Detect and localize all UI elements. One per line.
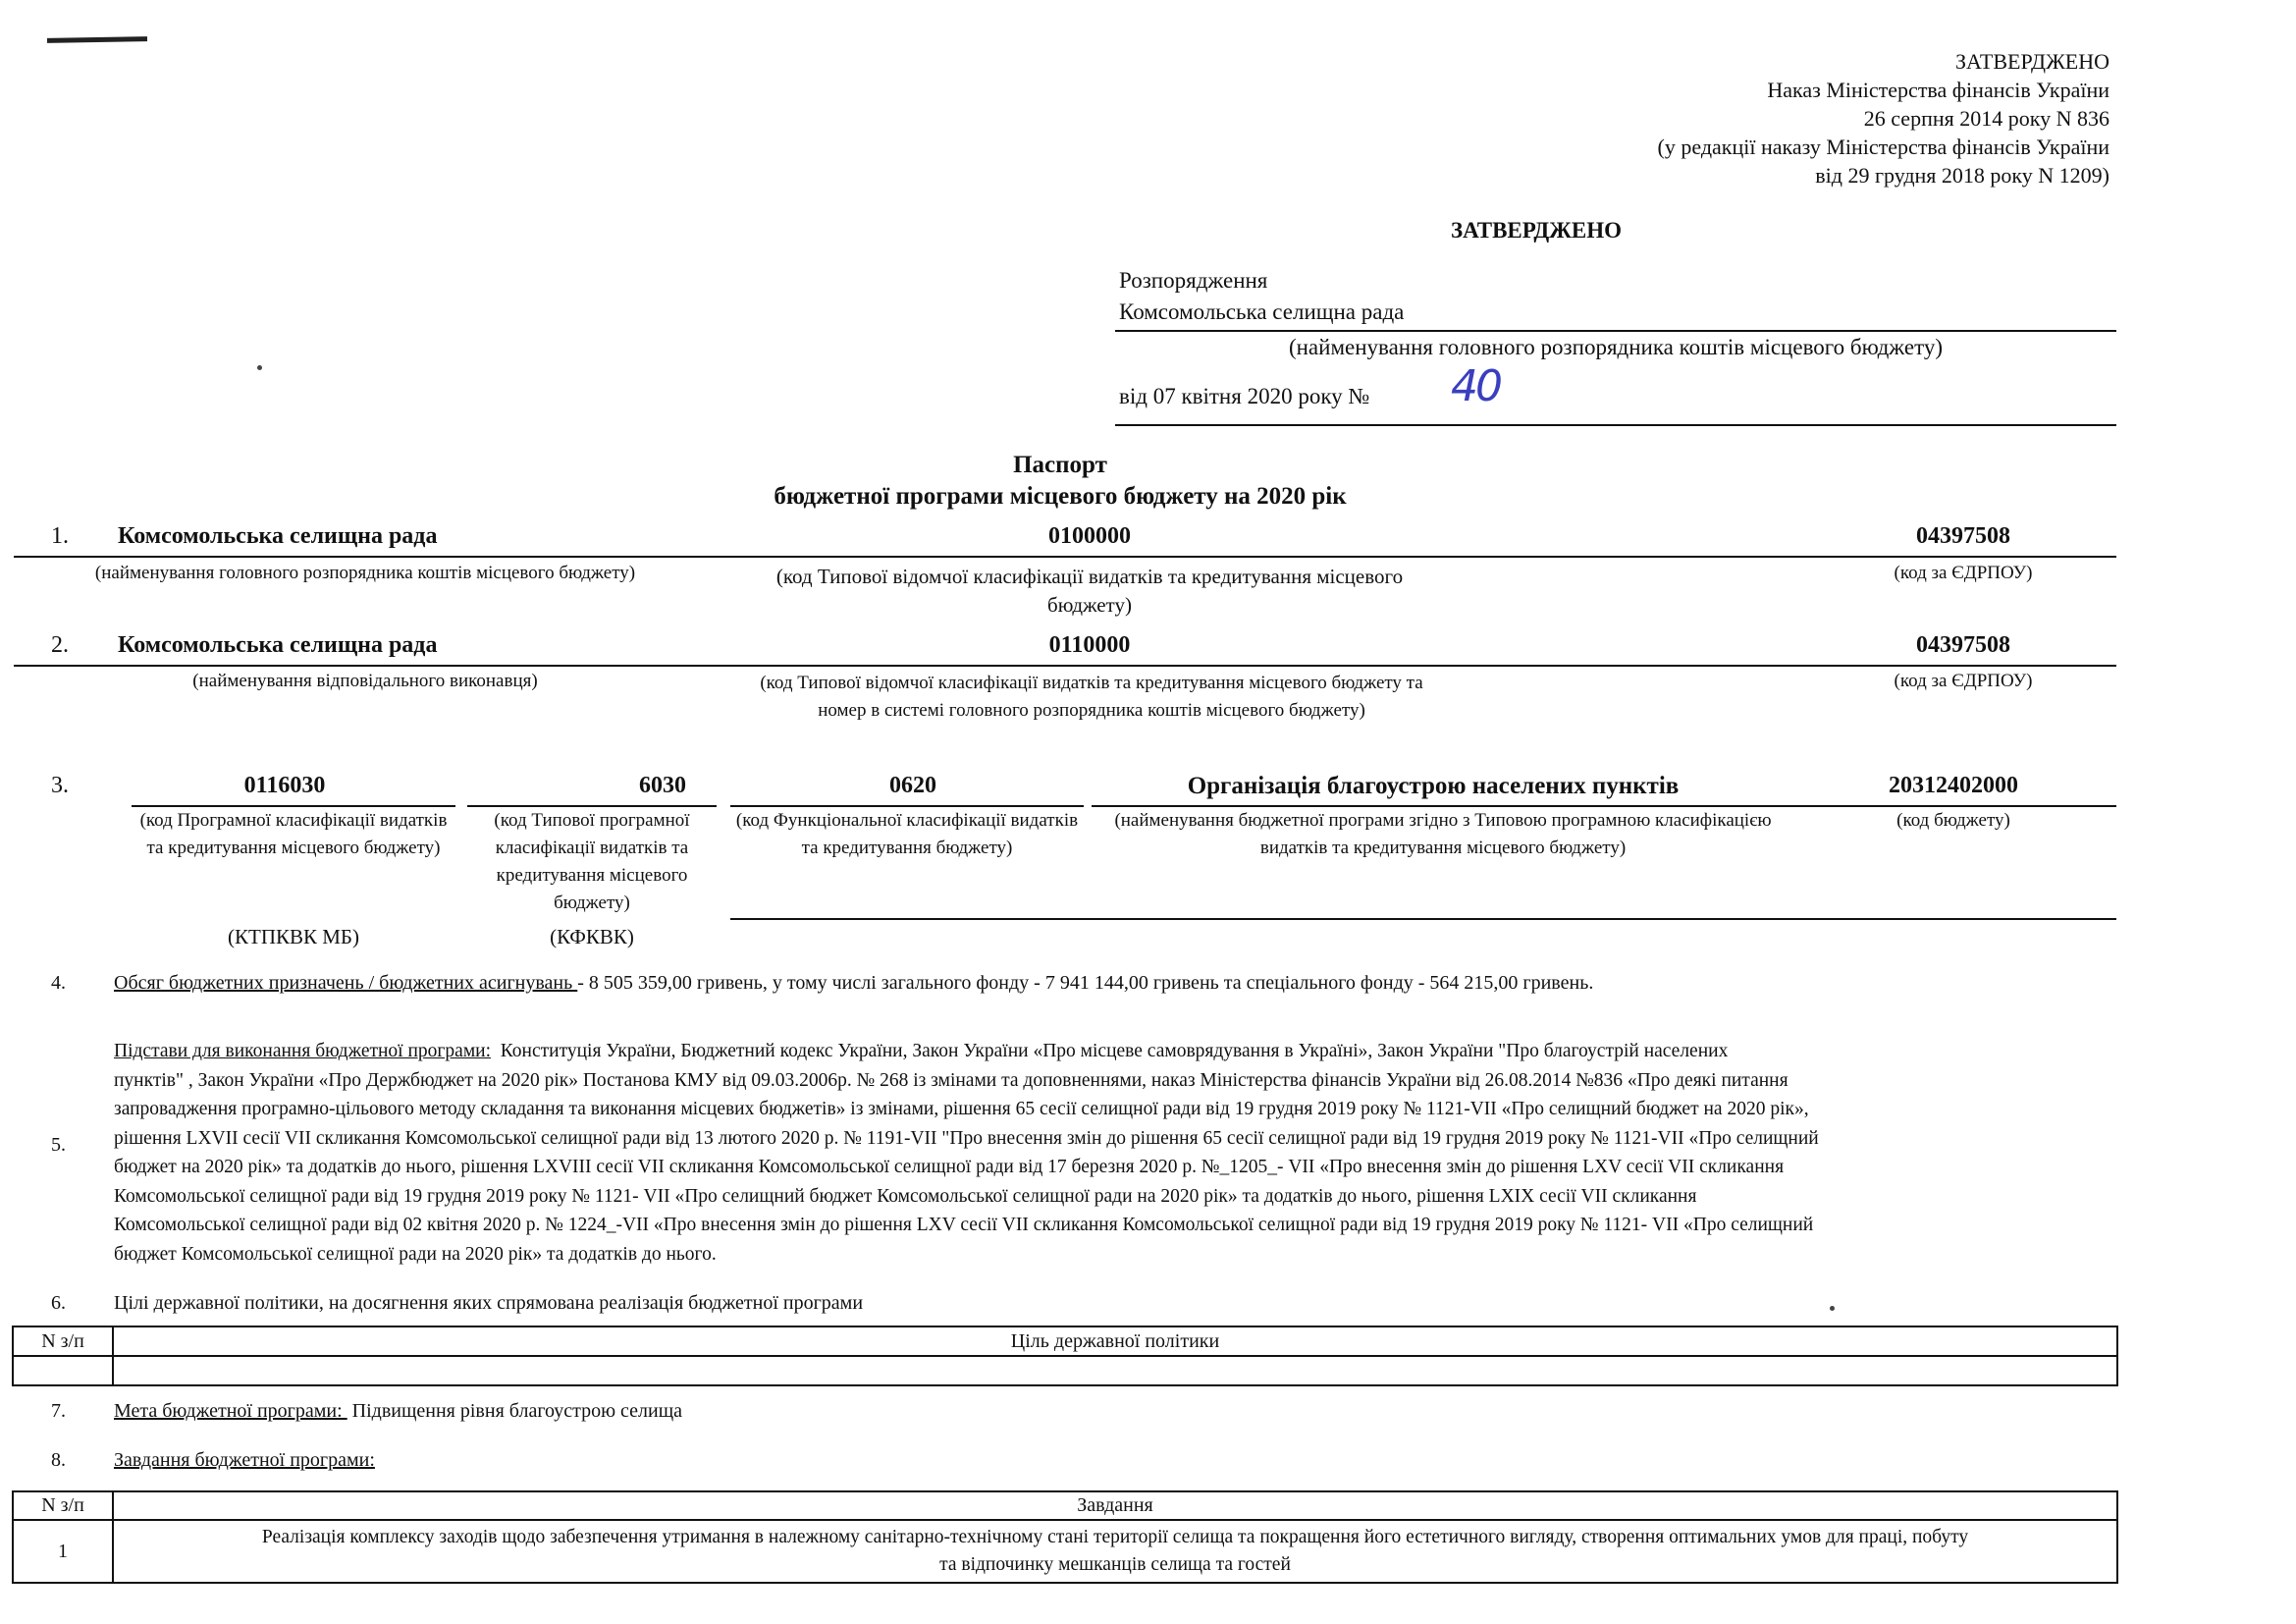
item3-program-caption: (найменування бюджетної програми згідно з Типовою програмною класифікацією видатків та кредитування місцевого бюджету) [1114, 810, 1772, 858]
passport-title: Паспорт [1013, 452, 1107, 478]
item1-name-caption: (найменування головного розпорядника коштів місцевого бюджету) [94, 563, 636, 583]
tasks-col-task: Завдання [113, 1491, 2117, 1520]
item5-number: 5. [51, 1134, 66, 1156]
approved-org-caption: (найменування головного розпорядника коштів місцевого бюджету) [1288, 335, 1944, 359]
item4-line [114, 972, 1593, 995]
item5-line-5: бюджет на 2020 рік» та додатків до нього, рішення LXVIII сесії VII скликання Комсомольської селищної ради від 17 березня 2020 р. №_1205_- VII «Про внесення змін до рішення LXV сесії VII скликання [114, 1157, 1785, 1177]
item3-rule-lower [730, 918, 2116, 920]
item2-rule [14, 665, 2116, 667]
scan-mark [47, 36, 147, 43]
tasks-row [13, 1520, 2117, 1583]
item3-budget-caption: (код бюджету) [1896, 810, 2010, 831]
item1-code-caption: (код Типової відомчої класифікації видатків та кредитування місцевого бюджету) [775, 565, 1404, 617]
item5-line-1: Підстави для виконання бюджетної програми: Конституція України, Бюджетний кодекс України, Закон України «Про місцеве самоврядування в Україні», Закон України "Про благоустрій населених [114, 1041, 1729, 1061]
item1-name: Комсомольська селищна рада [118, 523, 438, 549]
item6-text: Цілі державної політики, на досягнення яких спрямована реалізація бюджетної програми [114, 1292, 864, 1314]
approval-line-4: від 29 грудня 2018 року N 1209) [1815, 163, 2109, 188]
item2-number: 2. [51, 632, 69, 658]
approved-title: ЗАТВЕРДЖЕНО [1451, 218, 1623, 243]
tasks-table [12, 1490, 2118, 1584]
item6-number: 6. [51, 1292, 66, 1314]
policy-goals-col-num: N з/п [13, 1326, 113, 1356]
item5-line-2: пунктів" , Закон України «Про Держбюджет на 2020 рік» Постанова КМУ від 09.03.2006р. № 268 із змінами та доповненнями, наказ Міністерства фінансів України від 26.08.2014 №836 «Про деякі питання [114, 1069, 1789, 1091]
item2-code: 0110000 [1048, 632, 1131, 658]
tasks-header-row [13, 1491, 2117, 1520]
handwritten-number: 40 [1451, 361, 1500, 411]
item3-ktpkvk-abbr: (КТПКВК МБ) [228, 925, 359, 948]
item7-line [114, 1400, 682, 1423]
approved-date-line: від 07 квітня 2020 року № [1119, 384, 1370, 408]
item3-kfkvk-abbr: (КФКВК) [550, 925, 634, 948]
approved-doc-type: Розпорядження [1119, 268, 1268, 293]
item5-line-8: бюджет Комсомольської селищної ради на 2020 рік» та додатків до нього. [114, 1243, 717, 1265]
policy-goals-col-goal: Ціль державної політики [113, 1326, 2117, 1356]
item1-number: 1. [51, 523, 69, 549]
tasks-row-num: 1 [13, 1520, 113, 1583]
item1-edrpou: 04397508 [1916, 523, 2010, 549]
item2-name-caption: (найменування відповідального виконавця) [192, 671, 538, 691]
item3-func-caption: (код Функціональної класифікації видатків та кредитування бюджету) [735, 810, 1079, 858]
item4-text: - 8 505 359,00 гривень, у тому числі загального фонду - 7 941 144,00 гривень та спеціального фонду - 564 215,00 гривень. [577, 972, 1594, 994]
item3-ktpkvk-caption: (код Програмної класифікації видатків та кредитування місцевого бюджету) [139, 810, 448, 858]
item2-name: Комсомольська селищна рада [118, 632, 438, 658]
policy-goals-empty-cell-goal [113, 1356, 2117, 1385]
item1-edrpou-caption: (код за ЄДРПОУ) [1894, 563, 2033, 583]
approved-org-rule [1115, 330, 2116, 332]
approval-line-3: (у редакції наказу Міністерства фінансів України [1657, 135, 2109, 159]
item7-text: Підвищення рівня благоустрою селища [347, 1400, 683, 1422]
policy-goals-empty-row [13, 1356, 2117, 1385]
item2-code-caption: (код Типової відомчої класифікації видатків та кредитування місцевого бюджету та номер в системі головного розпорядника коштів місцевого бюджету) [760, 673, 1423, 721]
scan-speck [257, 365, 262, 370]
policy-goals-header-row [13, 1326, 2117, 1356]
item1-rule [14, 556, 2116, 558]
item3-ktpkvk: 0116030 [243, 773, 326, 798]
item4-number: 4. [51, 972, 66, 994]
scan-speck [1830, 1306, 1835, 1311]
item3-kfkvk-caption: (код Типової програмної класифікації видатків та кредитування місцевого бюджету) [494, 810, 690, 913]
item3-program-name: Організація благоустрою населених пунктів [1187, 773, 1680, 799]
item5-line-6: Комсомольської селищної ради від 19 грудня 2019 року № 1121- VII «Про селищний бюджет Комсомольської селищної ради на 2020 рік» та додатків до нього, рішення LXIX сесії VII скликання [114, 1185, 1697, 1207]
item8-label: Завдання бюджетної програми: [114, 1449, 375, 1471]
item3-number: 3. [51, 773, 69, 798]
item3-func: 0620 [889, 773, 936, 798]
item7-label: Мета бюджетної програми: [114, 1400, 347, 1422]
approval-line-2: 26 серпня 2014 року N 836 [1863, 106, 2109, 131]
approval-title: ЗАТВЕРДЖЕНО [1954, 49, 2109, 74]
approval-block [1658, 47, 2109, 189]
policy-goals-empty-cell-num [13, 1356, 113, 1385]
item3-budget-code: 20312402000 [1889, 773, 2018, 798]
item4-label: Обсяг бюджетних призначень / бюджетних асигнувань [114, 972, 578, 994]
item2-edrpou: 04397508 [1916, 632, 2010, 658]
item8-number: 8. [51, 1449, 66, 1471]
tasks-row-text: Реалізація комплексу заходів щодо забезпечення утримання в належному санітарно-технічному стані території селища та покращення його естетичного вигляду, створення оптимальних умов для праці, побуту та відпочинку мешканців селища та гостей [113, 1520, 2117, 1583]
item5-label: Підстави для виконання бюджетної програми: [114, 1041, 492, 1061]
item5-line-7: Комсомольської селищної ради від 02 квітня 2020 р. № 1224_-VII «Про внесення змін до рішення LXV сесії VII скликання Комсомольської селищної ради від 19 грудня 2019 року № 1121- VII «Про селищний [114, 1215, 1814, 1235]
item3-kfkvk: 6030 [639, 773, 686, 798]
policy-goals-table [12, 1326, 2118, 1386]
approval-line-1: Наказ Міністерства фінансів України [1767, 78, 2109, 102]
tasks-col-num: N з/п [13, 1491, 113, 1520]
passport-subtitle: бюджетної програми місцевого бюджету на 2020 рік [774, 483, 1347, 510]
item5-line-4: рішення LXVII сесії VII скликання Комсомольської селищної ради від 13 лютого 2020 р. № 1191-VII "Про внесення змін до рішення 65 сесії селищної ради від 19 грудня 2019 року № 1121-VII «Про селищний [114, 1127, 1819, 1149]
approved-date-rule [1115, 424, 2116, 426]
item1-code: 0100000 [1048, 523, 1131, 549]
item5-body [114, 1037, 2116, 1269]
approved-org: Комсомольська селищна рада [1119, 299, 1405, 324]
item5-line-3: запровадження програмно-цільового методу складання та виконання місцевих бюджетів» із змінами, рішення 65 сесії селищної ради від 19 грудня 2019 року № 1121-VII «Про селищний бюджет на 2020 рік», [114, 1099, 1809, 1119]
item7-number: 7. [51, 1400, 66, 1422]
item2-edrpou-caption: (код за ЄДРПОУ) [1894, 671, 2033, 691]
